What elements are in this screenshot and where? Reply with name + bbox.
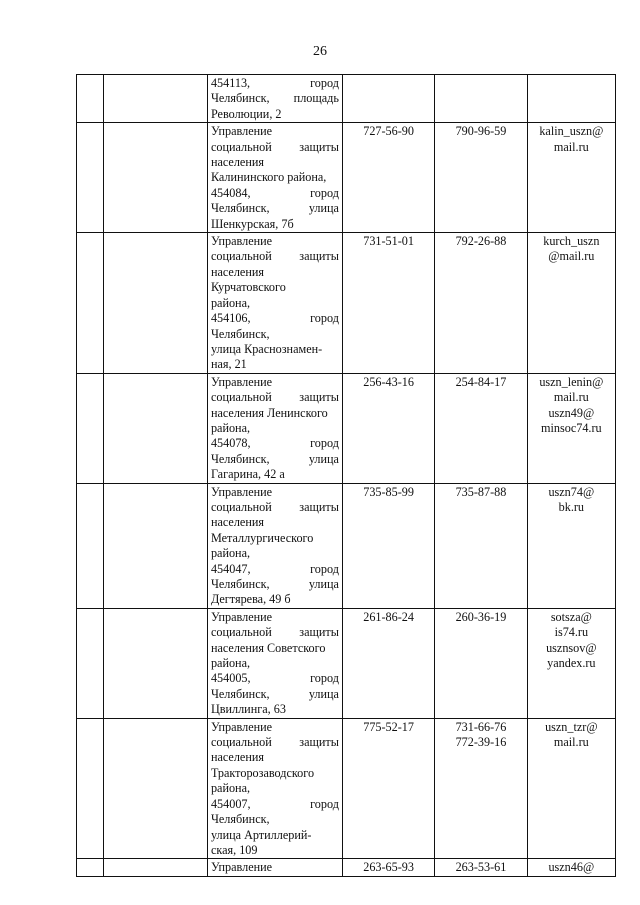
- address-cell: [207, 373, 342, 483]
- address-text: населения Ленинского: [210, 405, 328, 420]
- address-text: социальной: [210, 735, 272, 750]
- address-line: [211, 656, 339, 671]
- address-text: город: [310, 311, 339, 326]
- address-line: [211, 562, 339, 577]
- address-line: [211, 515, 339, 530]
- table-row: [77, 718, 616, 859]
- phone-number: 775-52-17: [363, 719, 414, 734]
- address-line: [211, 234, 339, 249]
- address-text: Цвиллинга, 63: [210, 702, 286, 717]
- address-text: социальной: [210, 139, 272, 154]
- phone-cell: [342, 75, 434, 123]
- empty-cell: [104, 718, 208, 859]
- address-cell: [207, 123, 342, 233]
- address-line: [211, 577, 339, 592]
- fax-cell: [435, 718, 527, 859]
- address-text: населения Советского: [210, 640, 326, 655]
- table-row: [77, 373, 616, 483]
- fax-cell: [435, 75, 527, 123]
- phone-number: 792-26-88: [455, 234, 507, 249]
- address-line: [211, 828, 339, 843]
- email-text: @mail.ru: [548, 249, 595, 264]
- address-line: [211, 843, 339, 858]
- address-cell: [207, 718, 342, 859]
- address-text: улица: [308, 577, 339, 591]
- address-text: площадь: [293, 91, 339, 106]
- phone-number: 735-85-99: [363, 484, 414, 499]
- address-line: [211, 641, 339, 656]
- email-cell: [527, 859, 615, 876]
- empty-cell: [104, 483, 208, 608]
- address-text: 454007,: [210, 796, 251, 811]
- address-text: Челябинск,: [210, 812, 270, 827]
- address-line: [211, 342, 339, 357]
- contacts-table: [76, 74, 616, 877]
- address-text: ная, 21: [210, 357, 247, 372]
- address-text: 454047,: [210, 561, 251, 576]
- address-text: защиты: [299, 249, 339, 264]
- contacts-table-body: [77, 75, 616, 877]
- address-line: [211, 249, 339, 264]
- phone-cell: [342, 859, 434, 876]
- address-text: защиты: [299, 499, 339, 514]
- phone-cell: [342, 123, 434, 233]
- address-text: 454078,: [210, 436, 251, 451]
- address-line: [211, 625, 339, 640]
- table-row: [77, 483, 616, 608]
- email-text: mail.ru: [553, 139, 589, 154]
- address-line: [211, 781, 339, 796]
- email-text: minsoc74.ru: [541, 420, 602, 435]
- address-text: населения: [210, 515, 264, 530]
- fax-cell: [435, 373, 527, 483]
- empty-cell: [77, 123, 104, 233]
- address-text: улица: [308, 686, 339, 701]
- phone-number: 254-84-17: [455, 374, 507, 389]
- address-text: защиты: [299, 735, 339, 750]
- email-text: yandex.ru: [547, 656, 596, 671]
- address-text: ская, 109: [210, 842, 258, 857]
- address-line: [211, 592, 339, 607]
- address-line: [211, 610, 339, 625]
- phone-number: 263-53-61: [455, 860, 507, 875]
- address-line: [211, 140, 339, 155]
- address-text: защиты: [299, 390, 339, 405]
- address-text: защиты: [299, 139, 339, 154]
- address-text: района,: [210, 546, 251, 561]
- empty-cell: [77, 373, 104, 483]
- email-text: uszn74@: [548, 484, 595, 499]
- address-text: населения: [210, 264, 264, 279]
- address-text: улица: [308, 451, 339, 466]
- email-text: is74.ru: [554, 625, 589, 640]
- address-text: Управление: [210, 860, 273, 875]
- address-line: [211, 467, 339, 482]
- address-text: Революции, 2: [210, 106, 282, 121]
- address-text: город: [310, 796, 339, 811]
- phone-cell: [342, 373, 434, 483]
- address-line: [211, 687, 339, 702]
- address-text: Челябинск,: [210, 326, 270, 341]
- email-text: mail.ru: [553, 390, 589, 405]
- address-line: [211, 357, 339, 372]
- address-line: [211, 702, 339, 717]
- address-text: социальной: [210, 249, 272, 264]
- email-cell: [527, 608, 615, 718]
- address-text: Челябинск,: [210, 686, 270, 701]
- address-text: Челябинск,: [210, 91, 270, 106]
- address-line: [211, 280, 339, 295]
- email-cell: [527, 123, 615, 233]
- address-line: [211, 375, 339, 390]
- email-text: mail.ru: [553, 735, 589, 750]
- phone-number: 260-36-19: [455, 609, 507, 624]
- email-cell: [527, 373, 615, 483]
- phone-number: 731-51-01: [363, 234, 414, 249]
- address-line: [211, 76, 339, 91]
- empty-cell: [77, 718, 104, 859]
- address-text: Калининского района,: [210, 170, 327, 185]
- email-text: kurch_uszn: [543, 234, 600, 249]
- email-text: uszn_tzr@: [545, 719, 598, 734]
- empty-cell: [77, 75, 104, 123]
- address-text: город: [310, 671, 339, 686]
- page-number: 26: [313, 44, 327, 59]
- address-text: Дегтярева, 49 б: [210, 592, 291, 607]
- address-text: района,: [210, 295, 251, 310]
- empty-cell: [104, 608, 208, 718]
- email-cell: [527, 233, 615, 374]
- address-cell: [207, 608, 342, 718]
- email-text: uszn46@: [548, 860, 595, 875]
- address-text: город: [310, 76, 339, 90]
- address-cell: [207, 483, 342, 608]
- address-text: Управление: [210, 484, 273, 499]
- address-text: Челябинск,: [210, 577, 270, 591]
- address-line: [211, 406, 339, 421]
- address-line: [211, 124, 339, 139]
- address-line: [211, 201, 339, 216]
- address-line: [211, 452, 339, 467]
- table-row: [77, 75, 616, 123]
- address-text: социальной: [210, 390, 272, 405]
- address-line: [211, 155, 339, 170]
- address-text: Управление: [210, 374, 273, 389]
- address-text: город: [310, 185, 339, 200]
- address-line: [211, 421, 339, 436]
- address-text: 454005,: [210, 671, 251, 686]
- fax-cell: [435, 123, 527, 233]
- empty-cell: [77, 859, 104, 876]
- phone-number: 790-96-59: [455, 124, 507, 139]
- email-text: bk.ru: [558, 499, 585, 514]
- address-line: [211, 750, 339, 765]
- address-line: [211, 436, 339, 451]
- fax-cell: [435, 483, 527, 608]
- fax-cell: [435, 859, 527, 876]
- phone-cell: [342, 718, 434, 859]
- empty-cell: [77, 233, 104, 374]
- email-text: usznsov@: [546, 640, 597, 655]
- address-text: Шенкурская, 7б: [210, 216, 294, 231]
- address-line: [211, 107, 339, 122]
- address-text: населения: [210, 750, 264, 765]
- address-line: [211, 91, 339, 106]
- address-text: социальной: [210, 499, 272, 514]
- empty-cell: [77, 483, 104, 608]
- address-line: [211, 671, 339, 686]
- address-text: защиты: [299, 625, 339, 640]
- address-text: района,: [210, 656, 251, 671]
- address-line: [211, 860, 339, 875]
- address-line: [211, 170, 339, 185]
- address-text: населения: [210, 155, 264, 170]
- table-row: [77, 859, 616, 876]
- email-cell: [527, 75, 615, 123]
- address-text: Управление: [210, 234, 273, 249]
- email-cell: [527, 718, 615, 859]
- phone-number: 263-65-93: [363, 860, 414, 875]
- address-text: Гагарина, 42 а: [210, 467, 285, 482]
- address-line: [211, 720, 339, 735]
- address-line: [211, 327, 339, 342]
- phone-cell: [342, 233, 434, 374]
- phone-number: 256-43-16: [363, 374, 414, 389]
- address-text: района,: [210, 420, 251, 435]
- fax-cell: [435, 233, 527, 374]
- address-text: 454084,: [210, 185, 251, 200]
- address-line: [211, 186, 339, 201]
- table-row: [77, 123, 616, 233]
- address-line: [211, 766, 339, 781]
- address-cell: [207, 233, 342, 374]
- address-text: Управление: [210, 609, 273, 624]
- table-row: [77, 233, 616, 374]
- email-text: uszn_lenin@: [539, 374, 604, 389]
- address-line: [211, 296, 339, 311]
- address-text: Тракторозаводского: [210, 765, 315, 780]
- address-line: [211, 311, 339, 326]
- email-text: uszn49@: [548, 405, 595, 420]
- address-text: улица Артиллерий-: [210, 827, 312, 842]
- address-line: [211, 797, 339, 812]
- address-cell: [207, 859, 342, 876]
- empty-cell: [104, 123, 208, 233]
- empty-cell: [104, 373, 208, 483]
- address-text: город: [310, 436, 339, 451]
- address-text: 454106,: [210, 311, 251, 326]
- address-line: [211, 485, 339, 500]
- address-cell: [207, 75, 342, 123]
- email-cell: [527, 483, 615, 608]
- email-text: kalin_uszn@: [539, 124, 604, 139]
- phone-number: 261-86-24: [363, 609, 414, 624]
- phone-number: 731-66-76: [455, 719, 507, 734]
- empty-cell: [104, 859, 208, 876]
- address-text: Управление: [210, 124, 273, 139]
- address-line: [211, 735, 339, 750]
- address-text: социальной: [210, 625, 272, 640]
- address-text: Челябинск,: [210, 201, 270, 216]
- address-text: город: [310, 561, 339, 576]
- email-text: sotsza@: [550, 609, 592, 624]
- empty-cell: [104, 75, 208, 123]
- address-line: [211, 217, 339, 232]
- address-line: [211, 500, 339, 515]
- fax-cell: [435, 608, 527, 718]
- address-line: [211, 531, 339, 546]
- address-line: [211, 812, 339, 827]
- address-line: [211, 546, 339, 561]
- address-text: Курчатовского: [210, 280, 286, 295]
- address-text: района,: [210, 781, 251, 796]
- address-line: [211, 265, 339, 280]
- phone-cell: [342, 483, 434, 608]
- address-text: Челябинск,: [210, 451, 270, 466]
- address-text: Управление: [210, 719, 273, 734]
- address-text: 454113,: [210, 76, 251, 90]
- phone-number: 735-87-88: [455, 484, 507, 499]
- empty-cell: [77, 608, 104, 718]
- address-text: улица: [308, 201, 339, 216]
- empty-cell: [104, 233, 208, 374]
- phone-number: 727-56-90: [363, 124, 414, 139]
- address-text: улица Краснознамен-: [210, 341, 323, 356]
- address-text: Металлургического: [210, 530, 314, 545]
- phone-number: 772-39-16: [455, 735, 507, 750]
- phone-cell: [342, 608, 434, 718]
- table-row: [77, 608, 616, 718]
- address-line: [211, 390, 339, 405]
